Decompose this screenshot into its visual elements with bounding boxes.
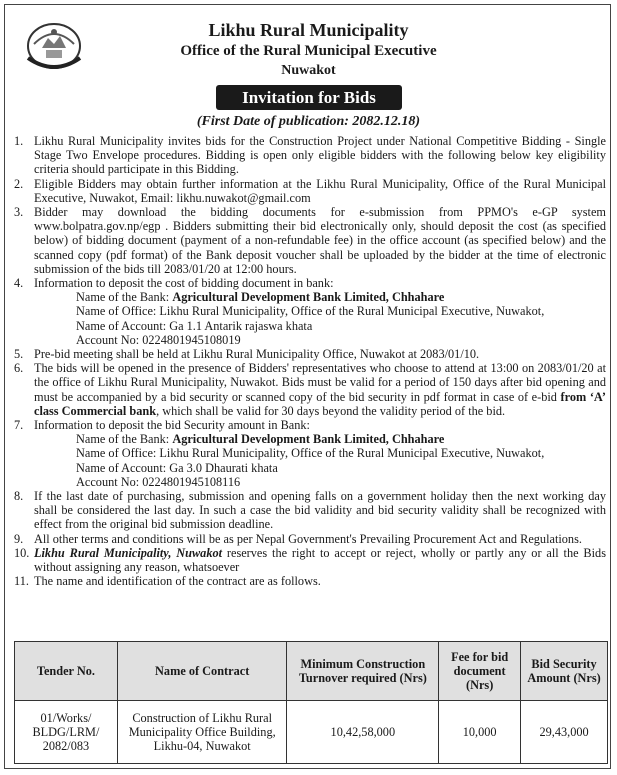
district-title: Nuwakot	[281, 63, 336, 78]
table-header-row	[15, 642, 608, 701]
list-item: 1. Likhu Rural Municipality invites bids for the Construction Project under National Competitive Bidding - Single Stage Two Envelope procedures. Bidding is open only eligible bidders with the following below key eligibility criteria should participate in this Bidding.	[14, 134, 606, 177]
list-item: 6. The bids will be opened in the presence of Bidders' representatives who choose to attend at 13:00 on 2083/01/20 at the office of Likhu Rural Municipality, Nuwakot. Bids must be valid for a period of 150 days after bid opening and must be accompanied by a bid security or scanned copy of the bid security in pdf format in case of e-bid from ‘A’ class Commercial bank, which shall be valid for 30 days beyond the validity period of the bid.	[14, 361, 606, 418]
list-item: 9. All other terms and conditions will be as per Nepal Government's Prevailing Procurement Act and Regulations.	[14, 531, 582, 546]
list-item: 2. Eligible Bidders may obtain further information at the Likhu Rural Municipality, Office of the Rural Municipal Executive, Nuwakot, Email: likhu.nuwakot@gmail.com	[14, 176, 606, 205]
list-item: 8. If the last date of purchasing, submission and opening falls on a government holiday then the next working day shall be considered the last day. In such a case the bid validity and bid security validity shall be recognized with effect from the original bid submission deadline.	[14, 489, 606, 532]
office-title: Office of the Rural Municipal Executive	[180, 43, 437, 59]
col-contract-name: Name of Contract	[117, 642, 287, 701]
col-bid-fee: Fee for bid document (Nrs)	[439, 642, 521, 701]
list-item: 10. Likhu Rural Municipality, Nuwakot reserves the right to accept or reject, wholly or partly any or all the Bids without assigning any reason, whatsoever	[14, 545, 606, 575]
list-item: 3. Bidder may download the bidding documents for e-submission from PPMO's e-GP system www.bolpatra.gov.np/egp . Bidders submitting their bid electronically only, should deposit the cost (as specified below) of bidding document (payment of a non-refundable fee) in the office account (as specified below) and the scanned copy (pdf format) of the Bank deposit voucher shall be uploaded by the bidder at the time of electronic submission of the bids till 2083/01/20 at 12:00 hours.	[14, 205, 606, 276]
contract-table	[14, 641, 608, 764]
bank-security-details: Name of the Bank: Agricultural Development Bank Limited, Chhahare Name of Office: Likhu Rural Municipality, Office of the Rural Municipal Executive, Nuwakot, Name of Account: Ga 3.0 Dhaurati khata Account No: 0224801945108116	[76, 432, 545, 489]
col-turnover: Minimum Construction Turnover required (Nrs)	[287, 642, 439, 701]
col-bid-security: Bid Security Amount (Nrs)	[521, 642, 608, 701]
notice-body	[14, 134, 606, 589]
list-item: 11. The name and identification of the contract are as follows.	[14, 574, 321, 589]
col-tender-no: Tender No.	[15, 642, 118, 701]
list-item: 5. Pre-bid meeting shall be held at Likhu Rural Municipality Office, Nuwakot at 2083/01/10.	[14, 347, 480, 362]
municipality-title: Likhu Rural Municipality	[208, 20, 409, 40]
publication-date: (First Date of publication: 2082.12.18)	[196, 114, 421, 129]
list-item: 4. Information to deposit the cost of bidding document in bank:	[14, 276, 334, 291]
list-item: 7. Information to deposit the bid Security amount in Bank:	[14, 418, 310, 433]
table-row: 01/Works/ BLDG/LRM/ 2082/083 Construction of Likhu Rural Municipality Office Building, Likhu-04, Nuwakot 10,42,58,000 10,000 29,43,000	[15, 701, 608, 764]
invitation-banner: Invitation for Bids	[216, 85, 402, 110]
bank-cost-details: Name of the Bank: Agricultural Development Bank Limited, Chhahare Name of Office: Likhu Rural Municipality, Office of the Rural Municipal Executive, Nuwakot, Name of Account: Ga 1.1 Antarik rajaswa khata Account No: 0224801945108019	[76, 290, 545, 347]
